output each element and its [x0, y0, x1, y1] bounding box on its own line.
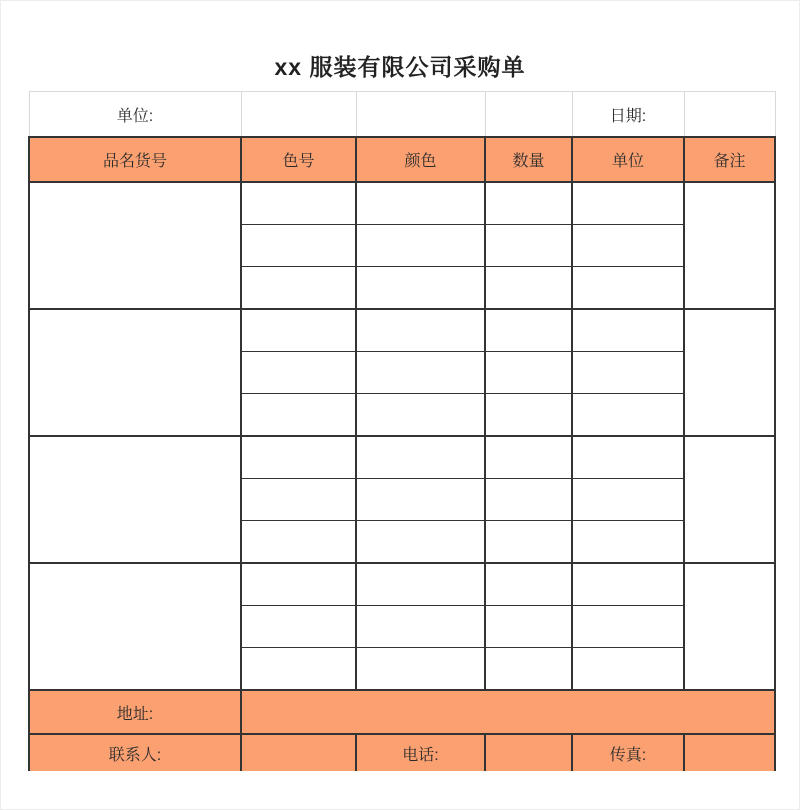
color-number-cell[interactable] — [241, 267, 356, 310]
color-number-cell[interactable] — [241, 479, 356, 521]
color-cell[interactable] — [356, 394, 485, 437]
header-unit: 单位 — [572, 137, 684, 182]
color-cell[interactable] — [356, 521, 485, 564]
remark-cell[interactable] — [684, 563, 775, 690]
color-cell[interactable] — [356, 225, 485, 267]
color-number-cell[interactable] — [241, 648, 356, 691]
quantity-cell[interactable] — [485, 267, 572, 310]
color-cell[interactable] — [356, 182, 485, 225]
date-value-cell[interactable] — [684, 92, 775, 138]
info-empty-cell[interactable] — [485, 92, 572, 138]
product-name-cell[interactable] — [29, 182, 241, 309]
color-number-cell[interactable] — [241, 352, 356, 394]
unit-cell[interactable] — [572, 352, 684, 394]
unit-cell[interactable] — [572, 521, 684, 564]
color-cell[interactable] — [356, 563, 485, 606]
unit-cell[interactable] — [572, 563, 684, 606]
color-cell[interactable] — [356, 436, 485, 479]
table-row — [29, 436, 775, 479]
color-number-cell[interactable] — [241, 563, 356, 606]
unit-cell[interactable] — [572, 394, 684, 437]
header-row — [29, 137, 775, 182]
color-number-cell[interactable] — [241, 309, 356, 352]
unit-cell[interactable] — [572, 606, 684, 648]
unit-cell[interactable] — [572, 479, 684, 521]
unit-value-cell[interactable] — [241, 92, 356, 138]
address-label: 地址: — [29, 690, 241, 734]
quantity-cell[interactable] — [485, 479, 572, 521]
color-cell[interactable] — [356, 267, 485, 310]
unit-label: 单位: — [29, 92, 241, 138]
quantity-cell[interactable] — [485, 394, 572, 437]
product-name-cell[interactable] — [29, 563, 241, 690]
quantity-cell[interactable] — [485, 225, 572, 267]
color-number-cell[interactable] — [241, 436, 356, 479]
color-cell[interactable] — [356, 309, 485, 352]
unit-cell[interactable] — [572, 267, 684, 310]
unit-cell[interactable] — [572, 182, 684, 225]
unit-cell[interactable] — [572, 225, 684, 267]
table-row — [29, 309, 775, 352]
quantity-cell[interactable] — [485, 521, 572, 564]
address-row — [29, 690, 775, 734]
quantity-cell[interactable] — [485, 648, 572, 691]
table-row — [29, 563, 775, 606]
address-value-cell[interactable] — [241, 690, 775, 734]
fax-label: 传真: — [572, 734, 684, 771]
color-number-cell[interactable] — [241, 606, 356, 648]
quantity-cell[interactable] — [485, 309, 572, 352]
header-quantity: 数量 — [485, 137, 572, 182]
phone-value-cell[interactable] — [485, 734, 572, 771]
product-name-cell[interactable] — [29, 309, 241, 436]
quantity-cell[interactable] — [485, 182, 572, 225]
page-title: xx 服装有限公司采购单 — [274, 54, 526, 80]
color-number-cell[interactable] — [241, 521, 356, 564]
header-color: 颜色 — [356, 137, 485, 182]
header-color-number: 色号 — [241, 137, 356, 182]
table-row — [29, 182, 775, 225]
purchase-order-table — [28, 91, 776, 771]
color-number-cell[interactable] — [241, 182, 356, 225]
info-row — [29, 92, 775, 138]
header-product-name: 品名货号 — [29, 137, 241, 182]
quantity-cell[interactable] — [485, 563, 572, 606]
info-empty-cell[interactable] — [356, 92, 485, 138]
contact-row — [29, 734, 775, 771]
color-cell[interactable] — [356, 648, 485, 691]
fax-value-cell[interactable] — [684, 734, 775, 771]
phone-label: 电话: — [356, 734, 485, 771]
unit-cell[interactable] — [572, 648, 684, 691]
header-remark: 备注 — [684, 137, 775, 182]
color-cell[interactable] — [356, 352, 485, 394]
quantity-cell[interactable] — [485, 436, 572, 479]
product-name-cell[interactable] — [29, 436, 241, 563]
unit-cell[interactable] — [572, 309, 684, 352]
unit-cell[interactable] — [572, 436, 684, 479]
remark-cell[interactable] — [684, 436, 775, 563]
color-number-cell[interactable] — [241, 225, 356, 267]
quantity-cell[interactable] — [485, 606, 572, 648]
color-number-cell[interactable] — [241, 394, 356, 437]
date-label: 日期: — [572, 92, 684, 138]
contact-label: 联系人: — [29, 734, 241, 771]
quantity-cell[interactable] — [485, 352, 572, 394]
contact-value-cell[interactable] — [241, 734, 356, 771]
remark-cell[interactable] — [684, 309, 775, 436]
remark-cell[interactable] — [684, 182, 775, 309]
color-cell[interactable] — [356, 479, 485, 521]
color-cell[interactable] — [356, 606, 485, 648]
